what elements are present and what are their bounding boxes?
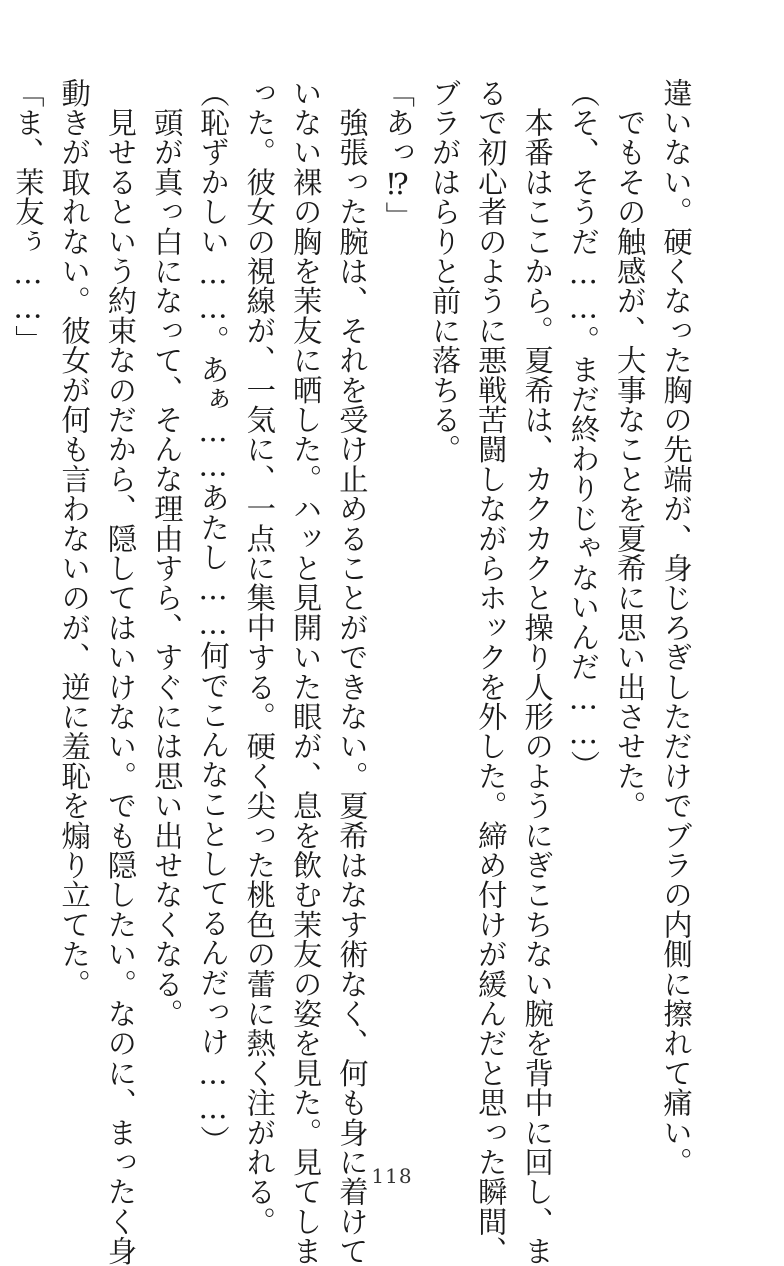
text-line: 強張った腕は、それを受け止めることができない。夏希はなす術なく、何も身に着けて — [334, 78, 369, 1266]
page-number: 118 — [371, 1164, 413, 1188]
text-line — [0, 78, 5, 1153]
text-line: 「あっ⁉」 — [381, 78, 416, 232]
text-line: （そ、そうだ……。まだ終わりじゃないんだ……） — [566, 78, 601, 780]
text-line: 本番はここから。夏希は、カクカクと操り人形のようにぎこちない腕を背中に回し、ま — [520, 78, 555, 1266]
text-line: 動きが取れない。彼女が何も言わないのが、逆に羞恥を煽り立てた。 — [57, 78, 92, 999]
text-line: 違いない。硬くなった胸の先端が、身じろぎしただけでブラの内側に擦れて痛い。 — [659, 78, 693, 1177]
text-line: 見せるという約束なのだから、隠してはいけない。でも隠したい。なのに、まったく身 — [103, 78, 138, 1266]
text-line: 頭が真っ白になって、そんな理由すら、すぐには思い出せなくなる。 — [149, 78, 184, 1029]
text-line: ブラがはらりと前に落ちる。 — [427, 78, 462, 465]
text-line: でもその触感が、大事なことを夏希に思い出させた。 — [612, 78, 647, 821]
text-line: いない裸の胸を茉友に晒した。ハッと見開いた眼が、息を飲む茉友の姿を見た。見てしま — [288, 78, 323, 1266]
text-line: 「ま、茉友ぅ……」 — [10, 78, 45, 355]
text-line: った。彼女の視線が、一気に、一点に集中する。硬く尖った桃色の蕾に熱く注がれる。 — [242, 78, 277, 1237]
text-line: （恥ずかしい……。あぁ……あたし……何でこんなことしてるんだっけ……） — [196, 78, 231, 1156]
text-line: るで初心者のように悪戦苦闘しながらホックを外した。締め付けが緩んだと思った瞬間、 — [473, 78, 508, 1266]
